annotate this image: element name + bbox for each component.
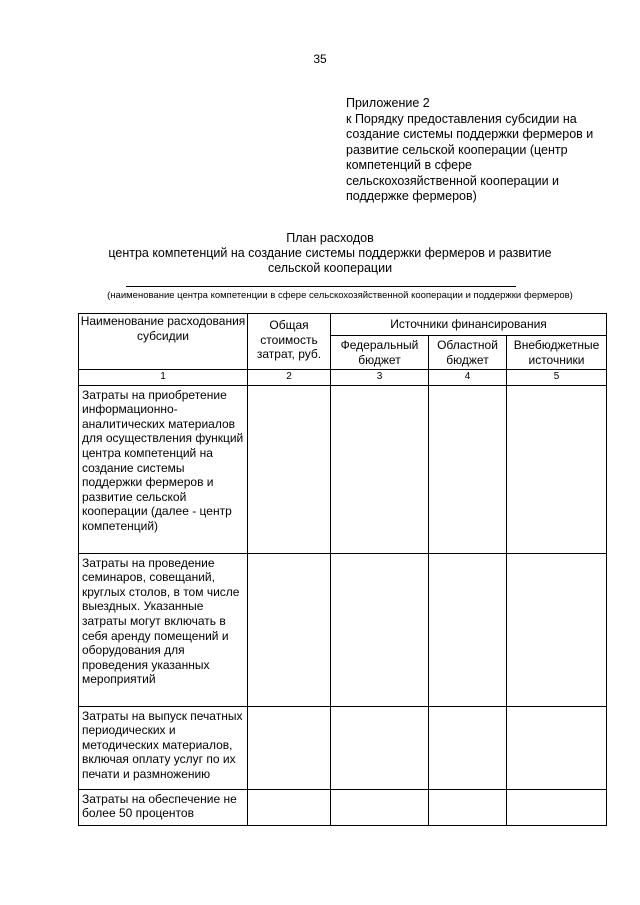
appendix-header bbox=[346, 96, 626, 205]
federal-cell bbox=[331, 706, 429, 789]
expense-description: Затраты на выпуск печатных периодических и методических материалов, включая оплату услуг по их печати и размножению bbox=[79, 706, 248, 789]
expense-description: Затраты на приобретение информационно-аналитических материалов для осуществления функций центра компетенций на создание системы поддержки фермеров и развитие сельской кооперации (далее - центр компетенций) bbox=[79, 385, 248, 553]
cost-cell bbox=[248, 789, 331, 825]
column-number: 1 bbox=[79, 370, 248, 386]
header-regional-budget: Областной бюджет bbox=[429, 336, 507, 370]
expense-description: Затраты на проведение семинаров, совещаний, круглых столов, в том числе выездных. Указанные затраты могут включать в себя аренду помещений и оборудования для проведения указанных мероприятий bbox=[79, 553, 248, 706]
appendix-line: к Порядку предоставления субсидии на bbox=[346, 111, 577, 126]
column-number: 4 bbox=[429, 370, 507, 386]
header-expense-name: Наименование расходования субсидии bbox=[79, 314, 248, 370]
plan-title-line: сельской кооперации bbox=[267, 261, 393, 275]
column-number: 3 bbox=[331, 370, 429, 386]
column-number: 5 bbox=[507, 370, 607, 386]
plan-title bbox=[60, 231, 600, 276]
appendix-line: поддержке фермеров) bbox=[346, 189, 477, 203]
expense-plan-table bbox=[78, 313, 607, 826]
header-total-cost: Общая стоимость затрат, руб. bbox=[248, 314, 331, 370]
page-number: 35 bbox=[313, 52, 327, 66]
column-number-row bbox=[79, 370, 607, 386]
appendix-line: компетенций в сфере bbox=[346, 158, 473, 172]
plan-title-line: План расходов bbox=[286, 231, 374, 245]
header-funding-sources: Источники финансирования bbox=[331, 314, 607, 336]
regional-cell bbox=[429, 706, 507, 789]
center-name-caption: (наименование центра компетенции в сфере сельскохозяйственной кооперации и поддержки фермеров) bbox=[107, 290, 573, 301]
regional-cell bbox=[429, 789, 507, 825]
cost-cell bbox=[248, 706, 331, 789]
table-row bbox=[79, 553, 607, 706]
cost-cell bbox=[248, 553, 331, 706]
appendix-line: развитие сельской кооперации (центр bbox=[346, 142, 568, 157]
header-extrabudget-sources: Внебюджетные источники bbox=[507, 336, 607, 370]
extrabudget-cell bbox=[507, 553, 607, 706]
extrabudget-cell bbox=[507, 706, 607, 789]
federal-cell bbox=[331, 553, 429, 706]
header-federal-budget: Федеральный бюджет bbox=[331, 336, 429, 370]
regional-cell bbox=[429, 553, 507, 706]
appendix-line: Приложение 2 bbox=[346, 96, 430, 110]
plan-title-line: центра компетенций на создание системы поддержки фермеров и развитие bbox=[108, 246, 552, 260]
appendix-line: создание системы поддержки фермеров и bbox=[346, 127, 594, 141]
regional-cell bbox=[429, 385, 507, 553]
extrabudget-cell bbox=[507, 789, 607, 825]
center-name-line bbox=[126, 286, 516, 287]
cost-cell bbox=[248, 385, 331, 553]
table-row bbox=[79, 385, 607, 553]
column-number: 2 bbox=[248, 370, 331, 386]
extrabudget-cell bbox=[507, 385, 607, 553]
expense-description: Затраты на обеспечение не более 50 процентов bbox=[79, 789, 248, 825]
federal-cell bbox=[331, 789, 429, 825]
table-row bbox=[79, 789, 607, 825]
table-row bbox=[79, 706, 607, 789]
federal-cell bbox=[331, 385, 429, 553]
appendix-line: сельскохозяйственной кооперации и bbox=[346, 173, 560, 188]
